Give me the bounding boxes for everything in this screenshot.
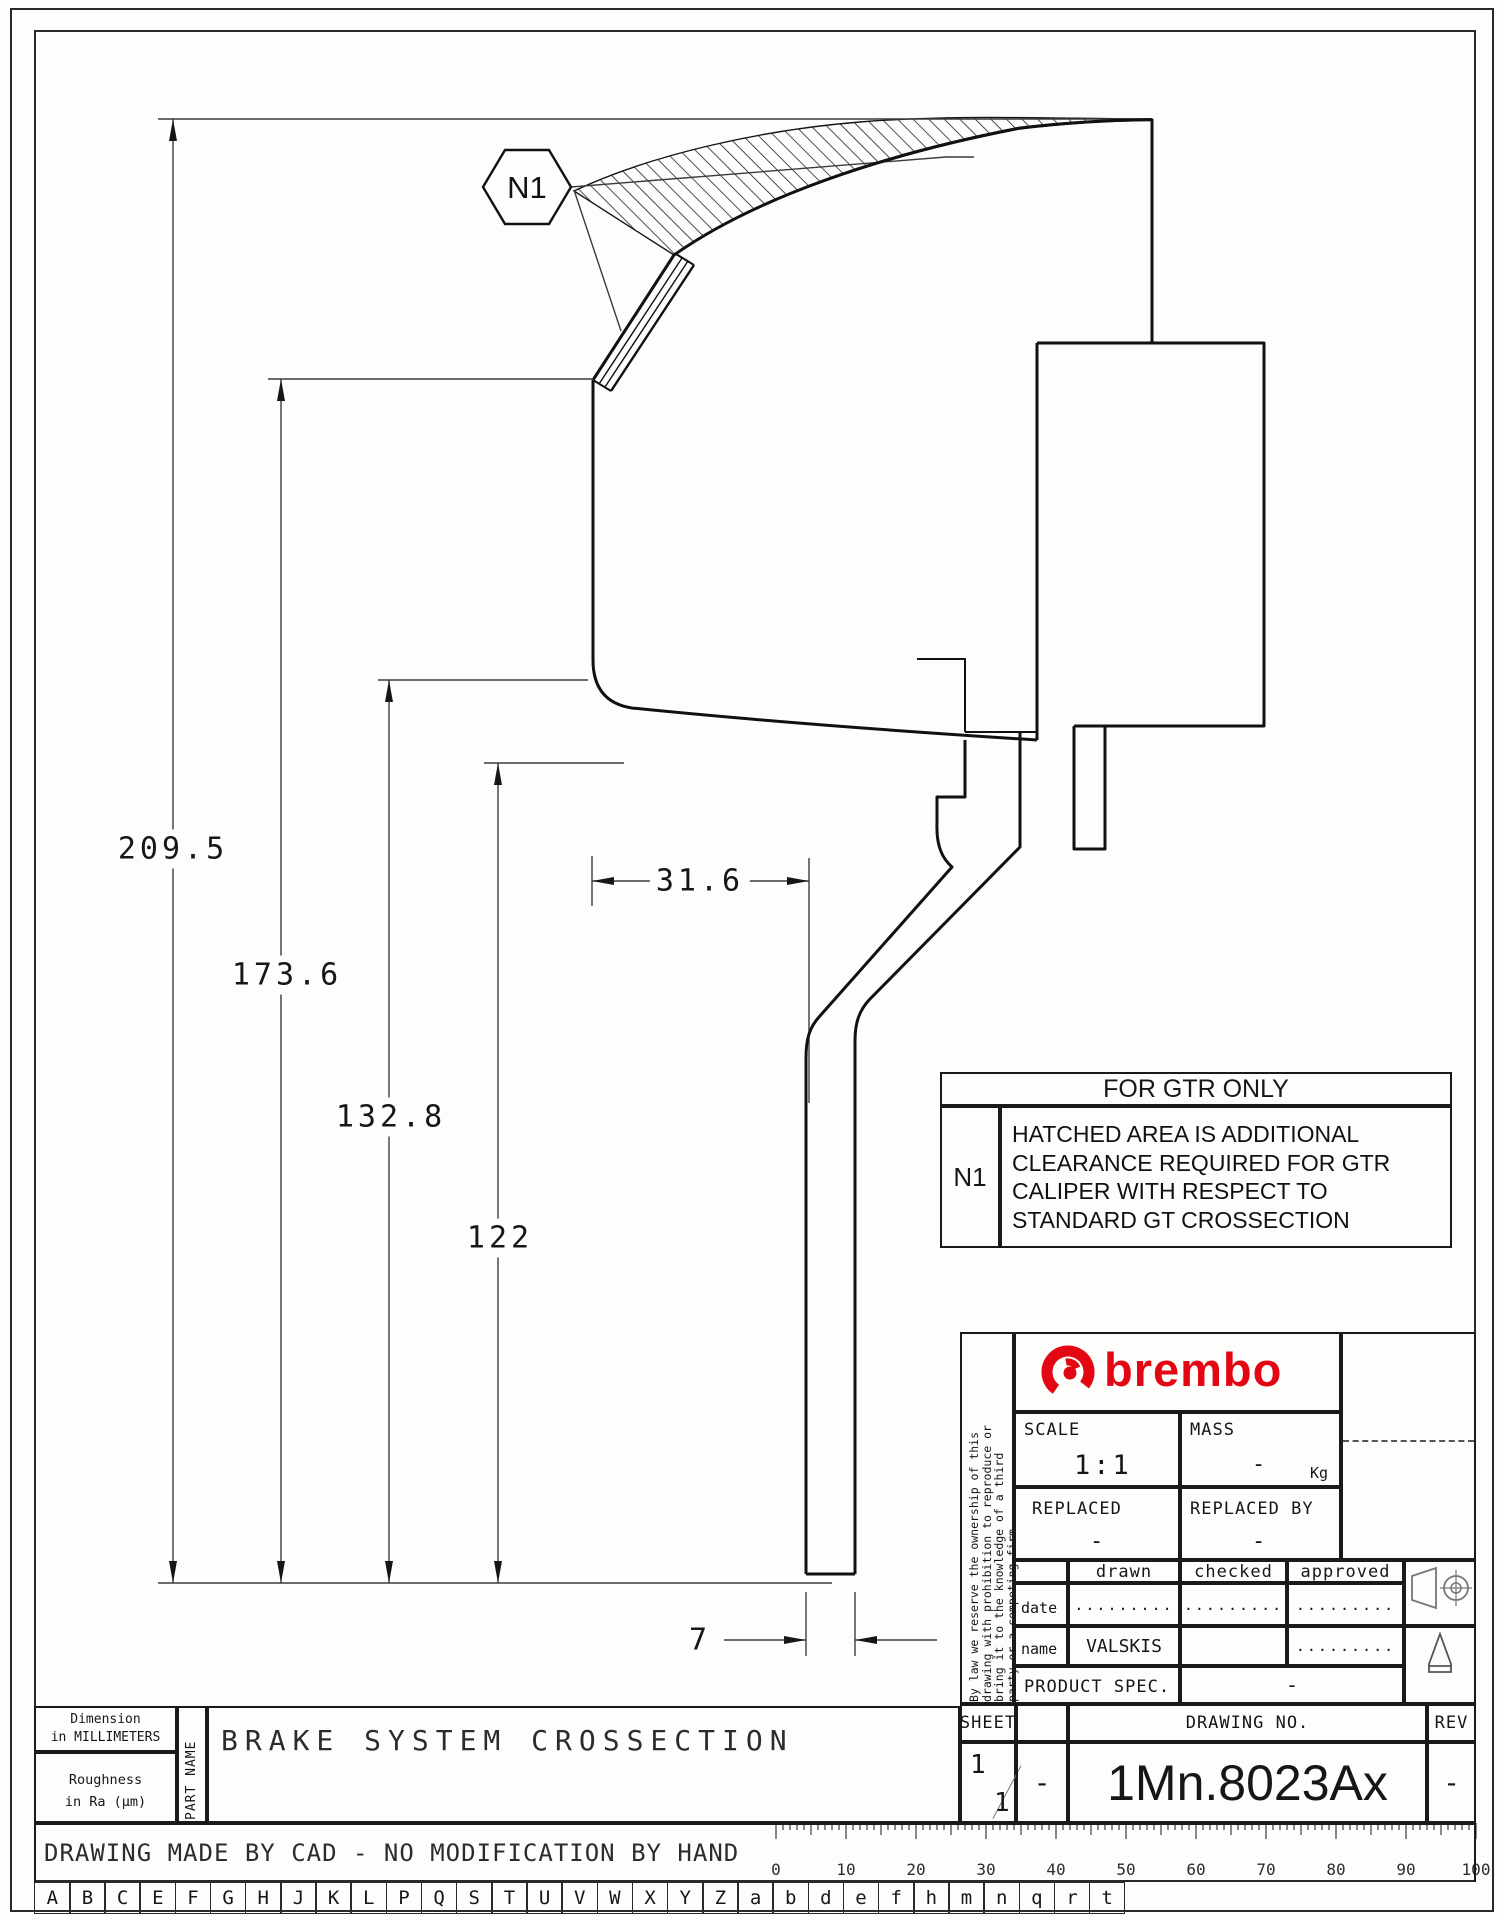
caliper-inner-lines [917,659,1037,732]
drawing-number: 1Mn.8023Ax [1068,1742,1427,1823]
revision-letter: U [526,1882,563,1914]
ruler-number: 30 [976,1860,996,1879]
name-drawn: VALSKIS [1068,1626,1180,1666]
first-angle-projection-icon [1406,1562,1474,1624]
ruler-number: 10 [836,1860,856,1879]
revision-letter: Q [421,1882,458,1914]
revision-letter: t [1089,1882,1126,1914]
revision-letter: h [913,1882,950,1914]
part-name-cell [207,1706,960,1823]
revision-letter: T [491,1882,528,1914]
rev-header: REV [1427,1704,1476,1742]
ruler-number: 70 [1256,1860,1276,1879]
roughness-cell [34,1752,177,1823]
dim-height-4: 122 [461,1219,539,1258]
disclaimer-text [968,1338,1018,1702]
product-spec-value: - [1180,1666,1404,1704]
roughness-line2: in Ra (µm) [64,1794,147,1810]
name-checked [1180,1626,1287,1666]
revision-letter: H [245,1882,282,1914]
disclaimer-line: party or a competing firm. [1004,1521,1019,1702]
scale-label: SCALE [1024,1420,1081,1440]
disclaimer-line: bring it to the knowledge of a third [992,1452,1006,1702]
revision-letter: J [280,1882,317,1914]
revision-letter: A [34,1882,71,1914]
centerline-cell [1341,1332,1476,1560]
gtr-note-lines [1012,1120,1450,1234]
gtr-table-flag-cell: N1 [940,1106,1000,1248]
brembo-wordmark: brembo [1104,1343,1283,1396]
revision-letter: Y [667,1882,704,1914]
sheet-den: 1 [994,1788,1010,1818]
gtr-table-title: FOR GTR ONLY [1103,1074,1289,1103]
product-spec-label: PRODUCT SPEC. [1024,1677,1171,1697]
scale-cell [1014,1412,1180,1487]
dim-total-height: 209.5 [112,830,234,869]
date-checked: ......... [1180,1583,1287,1626]
name-label: name [1021,1640,1058,1658]
mass-cell [1180,1412,1341,1487]
brand-logo-cell [1014,1332,1341,1412]
date-drawn: ......... [1068,1583,1180,1626]
centerline-dash [1343,1440,1474,1442]
brembo-logo-icon [1016,1334,1339,1410]
revision-letter: P [386,1882,423,1914]
ruler-number: 40 [1046,1860,1066,1879]
revision-letter: q [1019,1882,1056,1914]
mass-label: MASS [1190,1420,1235,1440]
dim-height-2: 173.6 [226,956,348,995]
revision-letter: n [983,1882,1020,1914]
mass-value: - [1252,1452,1266,1477]
dim-height-3: 132.8 [330,1098,452,1137]
format-flag-cell [1404,1626,1476,1704]
revision-letter: G [210,1882,247,1914]
checked-header: checked [1180,1560,1287,1583]
units-line2: in MILLIMETERS [50,1730,161,1745]
units-line1: Dimension [70,1712,141,1727]
disclaimer-line: drawing with prohibition to reproduce or [979,1425,994,1702]
sheet-dash-cell: - [1016,1742,1068,1823]
units-cell [34,1706,177,1752]
revision-letter: X [632,1882,669,1914]
ruler-number: 0 [771,1860,781,1879]
ruler-number: 100 [1461,1860,1491,1879]
drawing-no-header: DRAWING NO. [1068,1704,1427,1742]
revision-letter: V [561,1882,598,1914]
projection-symbol-cell [1404,1560,1476,1626]
gtr-note-line: CLEARANCE REQUIRED FOR GTR [1012,1149,1391,1176]
cad-note-strip [34,1823,1476,1882]
gtr-table-note-cell [1000,1106,1452,1248]
mass-unit: Kg [1310,1464,1329,1482]
blank-header-cell [1016,1704,1068,1742]
dim-disc-thickness: 7 [683,1621,717,1660]
sheet-header: SHEET [960,1704,1016,1742]
gtr-note-line: STANDARD GT CROSSECTION [1012,1206,1350,1233]
revision-letter: F [175,1882,212,1914]
ruler-number: 60 [1186,1860,1206,1879]
disclaimer-line: By law we reserve the ownership of this [967,1431,981,1702]
sig-corner-cell [1014,1560,1068,1583]
dim-offset: 31.6 [650,862,750,901]
rev-value: - [1427,1742,1476,1823]
revision-letter: d [808,1882,845,1914]
revision-letter: e [843,1882,880,1914]
revision-letter: W [597,1882,634,1914]
sheet-slash [954,1745,1021,1819]
replaced-by-label: REPLACED BY [1190,1499,1314,1519]
revision-letter: a [737,1882,774,1914]
revision-letter: E [139,1882,176,1914]
approved-header: approved [1287,1560,1404,1583]
part-name-title: BRAKE SYSTEM CROSSECTION [221,1724,794,1757]
gtr-note-line: HATCHED AREA IS ADDITIONAL [1012,1121,1360,1147]
revision-letter: b [772,1882,809,1914]
revision-letter: L [350,1882,387,1914]
revision-letter: K [315,1882,352,1914]
hatched-clearance-area [574,117,1152,255]
name-label-cell [1014,1626,1068,1666]
date-label: date [1021,1599,1058,1617]
a-format-flag-icon [1406,1628,1474,1702]
cad-note: DRAWING MADE BY CAD - NO MODIFICATION BY HAND [44,1839,740,1867]
part-name-label: PART NAME [184,1740,199,1820]
product-spec-label-cell [1014,1666,1180,1704]
revision-letter: Z [702,1882,739,1914]
replaced-by-cell [1180,1487,1341,1560]
revision-letter: m [948,1882,985,1914]
n1-flag-label: N1 [507,170,547,205]
ruler-number: 20 [906,1860,926,1879]
revision-letter: C [104,1882,141,1914]
drawn-header: drawn [1068,1560,1180,1583]
sheet-value-cell [960,1742,1016,1823]
roughness-line1: Roughness [68,1772,143,1788]
ruler-number: 80 [1326,1860,1346,1879]
gtr-table-header [940,1072,1452,1106]
ruler-number: 50 [1116,1860,1136,1879]
gtr-note-line: CALIPER WITH RESPECT TO [1012,1178,1328,1204]
replaced-by-value: - [1252,1529,1266,1554]
revision-letter: r [1054,1882,1091,1914]
replaced-cell [1014,1487,1180,1560]
scale-value: 1:1 [1074,1450,1132,1481]
disclaimer-strip [960,1332,1019,1704]
replaced-value: - [1090,1529,1104,1554]
sheet-num: 1 [970,1750,986,1780]
revision-letter: f [878,1882,915,1914]
revision-letter: S [456,1882,493,1914]
revision-letter: B [69,1882,106,1914]
ruler-number: 90 [1396,1860,1416,1879]
hatched-clearance-band [593,254,694,391]
replaced-label: REPLACED [1032,1499,1122,1519]
date-label-cell [1014,1583,1068,1626]
part-name-label-strip [177,1706,207,1823]
name-approved: ......... [1287,1626,1404,1666]
date-approved: ......... [1287,1583,1404,1626]
